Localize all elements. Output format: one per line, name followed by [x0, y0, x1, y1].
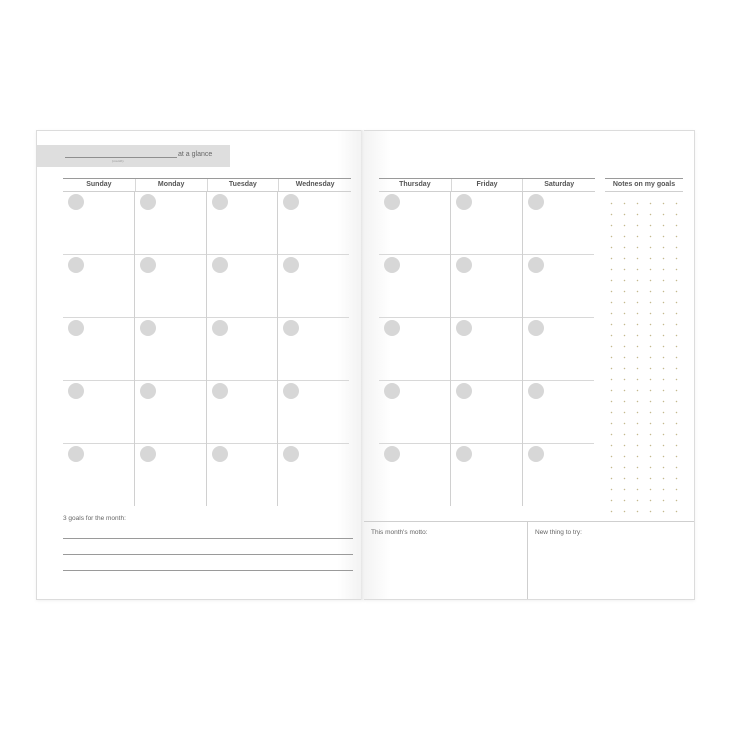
date-circle — [212, 257, 228, 273]
day-cell[interactable] — [134, 191, 205, 254]
date-circle — [384, 383, 400, 399]
day-cell[interactable] — [522, 254, 594, 317]
calendar-week-row — [63, 317, 349, 381]
weekday-sunday: Sunday — [86, 181, 112, 188]
date-circle — [283, 383, 299, 399]
planner-spread — [36, 130, 695, 600]
date-circle — [456, 446, 472, 462]
day-cell[interactable] — [522, 380, 594, 443]
day-cell[interactable] — [522, 191, 594, 254]
weekday-header-right — [379, 178, 595, 192]
date-circle — [528, 257, 544, 273]
date-circle — [456, 383, 472, 399]
right-page — [364, 130, 695, 600]
date-circle — [283, 194, 299, 210]
day-cell[interactable] — [450, 380, 521, 443]
calendar-week-row — [379, 443, 594, 506]
notes-title: Notes on my goals — [605, 178, 683, 192]
calendar-week-row — [63, 380, 349, 444]
date-circle — [68, 320, 84, 336]
calendar-week-row — [63, 254, 349, 318]
day-cell[interactable] — [63, 191, 134, 254]
month-write-line[interactable] — [65, 157, 177, 158]
goal-line[interactable] — [63, 538, 353, 539]
day-cell[interactable] — [63, 254, 134, 317]
day-cell[interactable] — [379, 254, 450, 317]
new-thing-label: New thing to try: — [535, 529, 582, 536]
day-cell[interactable] — [379, 380, 450, 443]
date-circle — [528, 320, 544, 336]
date-circle — [456, 257, 472, 273]
day-cell[interactable] — [134, 254, 205, 317]
calendar-body-left — [63, 191, 351, 506]
date-circle — [384, 320, 400, 336]
goals-label: 3 goals for the month: — [63, 515, 126, 522]
day-cell[interactable] — [450, 317, 521, 380]
motto-label: This month's motto: — [371, 529, 428, 536]
day-cell[interactable] — [134, 380, 205, 443]
day-cell[interactable] — [450, 191, 521, 254]
day-cell[interactable] — [206, 443, 277, 506]
date-circle — [140, 383, 156, 399]
date-circle — [212, 446, 228, 462]
month-caption: (month) — [112, 159, 124, 163]
day-cell[interactable] — [63, 380, 134, 443]
date-circle — [68, 446, 84, 462]
day-cell[interactable] — [63, 443, 134, 506]
glance-label: at a glance — [178, 151, 213, 158]
date-circle — [212, 320, 228, 336]
date-circle — [384, 257, 400, 273]
calendar-week-row — [379, 317, 594, 381]
day-cell[interactable] — [206, 380, 277, 443]
date-circle — [68, 194, 84, 210]
day-cell[interactable] — [522, 317, 594, 380]
goal-line[interactable] — [63, 570, 353, 571]
day-cell[interactable] — [277, 254, 349, 317]
date-circle — [283, 446, 299, 462]
day-cell[interactable] — [277, 380, 349, 443]
day-cell[interactable] — [450, 254, 521, 317]
dot-grid[interactable] — [605, 198, 683, 516]
date-circle — [140, 320, 156, 336]
day-cell[interactable] — [134, 317, 205, 380]
date-circle — [283, 257, 299, 273]
date-circle — [68, 257, 84, 273]
date-circle — [140, 257, 156, 273]
day-cell[interactable] — [206, 317, 277, 380]
date-circle — [384, 194, 400, 210]
date-circle — [68, 383, 84, 399]
weekday-header-left — [63, 178, 351, 192]
date-circle — [456, 194, 472, 210]
date-circle — [140, 446, 156, 462]
weekday-tuesday: Tuesday — [207, 179, 279, 191]
day-cell[interactable] — [379, 317, 450, 380]
day-cell[interactable] — [206, 191, 277, 254]
day-cell[interactable] — [450, 443, 521, 506]
calendar-week-row — [379, 254, 594, 318]
calendar-week-row — [379, 191, 594, 255]
date-circle — [140, 194, 156, 210]
notes-on-goals — [605, 178, 683, 520]
date-circle — [283, 320, 299, 336]
left-page — [36, 130, 364, 600]
calendar-body-right — [379, 191, 595, 506]
goal-line[interactable] — [63, 554, 353, 555]
weekday-friday: Friday — [451, 179, 523, 191]
day-cell[interactable] — [277, 191, 349, 254]
calendar-week-row — [63, 443, 349, 506]
date-circle — [212, 383, 228, 399]
day-cell[interactable] — [522, 443, 594, 506]
day-cell[interactable] — [206, 254, 277, 317]
calendar-week-row — [379, 380, 594, 444]
date-circle — [528, 194, 544, 210]
date-circle — [384, 446, 400, 462]
motto-box[interactable] — [364, 521, 528, 599]
weekday-wednesday: Wednesday — [278, 179, 351, 191]
weekday-monday: Monday — [135, 179, 207, 191]
weekday-saturday: Saturday — [522, 179, 595, 191]
date-circle — [212, 194, 228, 210]
day-cell[interactable] — [134, 443, 205, 506]
day-cell[interactable] — [63, 317, 134, 380]
day-cell[interactable] — [277, 443, 349, 506]
day-cell[interactable] — [379, 191, 450, 254]
day-cell[interactable] — [379, 443, 450, 506]
date-circle — [528, 383, 544, 399]
month-title-tab — [37, 145, 230, 167]
weekday-thursday: Thursday — [399, 181, 431, 188]
calendar-week-row — [63, 191, 349, 255]
date-circle — [528, 446, 544, 462]
new-thing-box[interactable] — [528, 521, 694, 599]
date-circle — [456, 320, 472, 336]
day-cell[interactable] — [277, 317, 349, 380]
